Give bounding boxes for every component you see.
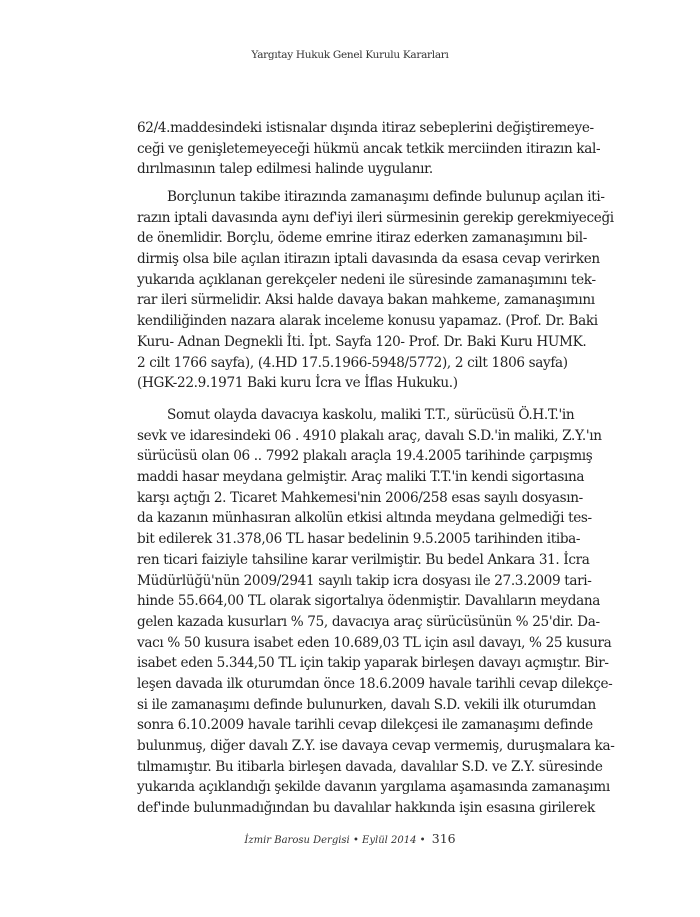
text-line: gelen kazada kusurları % 75, davacıya araç sürücüsünün % 25'dir. Da-	[137, 613, 600, 630]
text-line: yukarıda açıklandığı şekilde davanın yargılama aşamasında zamanaşımı	[137, 779, 610, 796]
footer-separator-2: •	[419, 835, 426, 846]
text-line: razın iptali davasında aynı def'iyi ileri sürmesinin gerekip gerekmiyeceği	[137, 209, 614, 226]
text-line: bit edilerek 31.378,06 TL hasar bedelinin 9.5.2005 tarihinden itiba-	[137, 531, 581, 548]
text-line: Kuru- Adnan Degnekli İti. İpt. Sayfa 120- Prof. Dr. Baki Kuru HUMK.	[137, 333, 587, 350]
text-line: kendiliğinden nazara alarak inceleme konusu yapamaz. (Prof. Dr. Baki	[137, 313, 598, 330]
text-line: 62/4.maddesindeki istisnalar dışında itiraz sebeplerini değiştiremeye-	[137, 120, 594, 136]
text-line: def'inde bulunmadığından bu davalılar hakkında işin esasına girilerek	[137, 800, 595, 817]
text-line: sürücüsü olan 06 .. 7992 plakalı araçla 19.4.2005 tarihinde çarpışmış	[137, 448, 593, 465]
text-line: (HGK-22.9.1971 Baki kuru İcra ve İflas Hukuku.)	[137, 375, 458, 392]
text-line: yukarıda açıklanan gerekçeler nedeni ile süresinde zamanaşımını tek-	[137, 271, 596, 288]
text-line: da kazanın münhasıran alkolün etkisi altında meydana gelmediği tes-	[137, 510, 592, 527]
issue-date: Eylül 2014	[362, 835, 417, 846]
text-line: isabet eden 5.344,50 TL için takip yaparak birleşen davayı açmıştır. Bir-	[137, 655, 609, 672]
text-line: Borçlunun takibe itirazında zamanaşımı definde bulunup açılan iti-	[167, 189, 605, 205]
text-line: hinde 55.664,00 TL olarak sigortalıya ödenmiştir. Davalıların meydana	[137, 593, 601, 610]
text-line: dırılmasının talep edilmesi halinde uygulanır.	[137, 161, 433, 178]
text-line: ren ticari faiziyle tahsiline karar verilmiştir. Bu bedel Ankara 31. İcra	[137, 551, 590, 568]
paragraph-3	[137, 405, 615, 819]
text-line: karşı açtığı 2. Ticaret Mahkemesi'nin 2006/258 esas sayılı dosyasın-	[137, 489, 583, 506]
text-line: bulunmuş, diğer davalı Z.Y. ise davaya cevap vermemiş, duruşmalara ka-	[137, 738, 615, 754]
paragraph-2	[137, 187, 614, 394]
text-line: ceği ve genişletemeyeceği hükmü ancak tetkik merciinden itirazın kal-	[137, 140, 601, 157]
text-line: 2 cilt 1766 sayfa), (4.HD 17.5.1966-5948/5772), 2 cilt 1806 sayfa)	[137, 354, 568, 371]
text-line: dirmiş olsa bile açılan itirazın iptali davasında da esasa cevap verirken	[137, 251, 600, 268]
text-line: de önemlidir. Borçlu, ödeme emrine itiraz ederken zamanaşımını bil-	[137, 230, 587, 247]
journal-name: İzmir Barosu Dergisi	[244, 835, 350, 846]
text-line: rar ileri sürmelidir. Aksi halde davaya bakan mahkeme, zamanaşımını	[137, 292, 595, 309]
running-header: Yargıtay Hukuk Genel Kurulu Kararları	[251, 49, 449, 61]
text-line: leşen davada ilk oturumdan önce 18.6.2009 havale tarihli cevap dilekçe-	[137, 675, 613, 692]
page-footer	[0, 831, 700, 846]
text-line: maddi hasar meydana gelmiştir. Araç maliki T.T.'in kendi sigortasına	[137, 469, 585, 486]
page-number: 316	[431, 831, 456, 846]
text-line: si ile zamanaşımı definde bulunurken, davalı S.D. vekili ilk oturumdan	[137, 696, 596, 713]
text-line: sevk ve idaresindeki 06 . 4910 plakalı araç, davalı S.D.'in maliki, Z.Y.'ın	[137, 427, 602, 444]
text-line: Somut olayda davacıya kaskolu, maliki T.T., sürücüsü Ö.H.T.'in	[167, 407, 575, 423]
footer-separator: •	[352, 835, 359, 846]
text-line: Müdürlüğü'nün 2009/2941 sayılı takip icra dosyası ile 27.3.2009 tari-	[137, 572, 592, 589]
text-line: tılmamıştır. Bu itibarla birleşen davada, davalılar S.D. ve Z.Y. süresinde	[137, 758, 603, 775]
text-line: vacı % 50 kusura isabet eden 10.689,03 TL için asıl davayı, % 25 kusura	[137, 634, 612, 651]
text-line: sonra 6.10.2009 havale tarihli cevap dilekçesi ile zamanaşımı definde	[137, 717, 593, 734]
paragraph-1	[137, 118, 601, 180]
